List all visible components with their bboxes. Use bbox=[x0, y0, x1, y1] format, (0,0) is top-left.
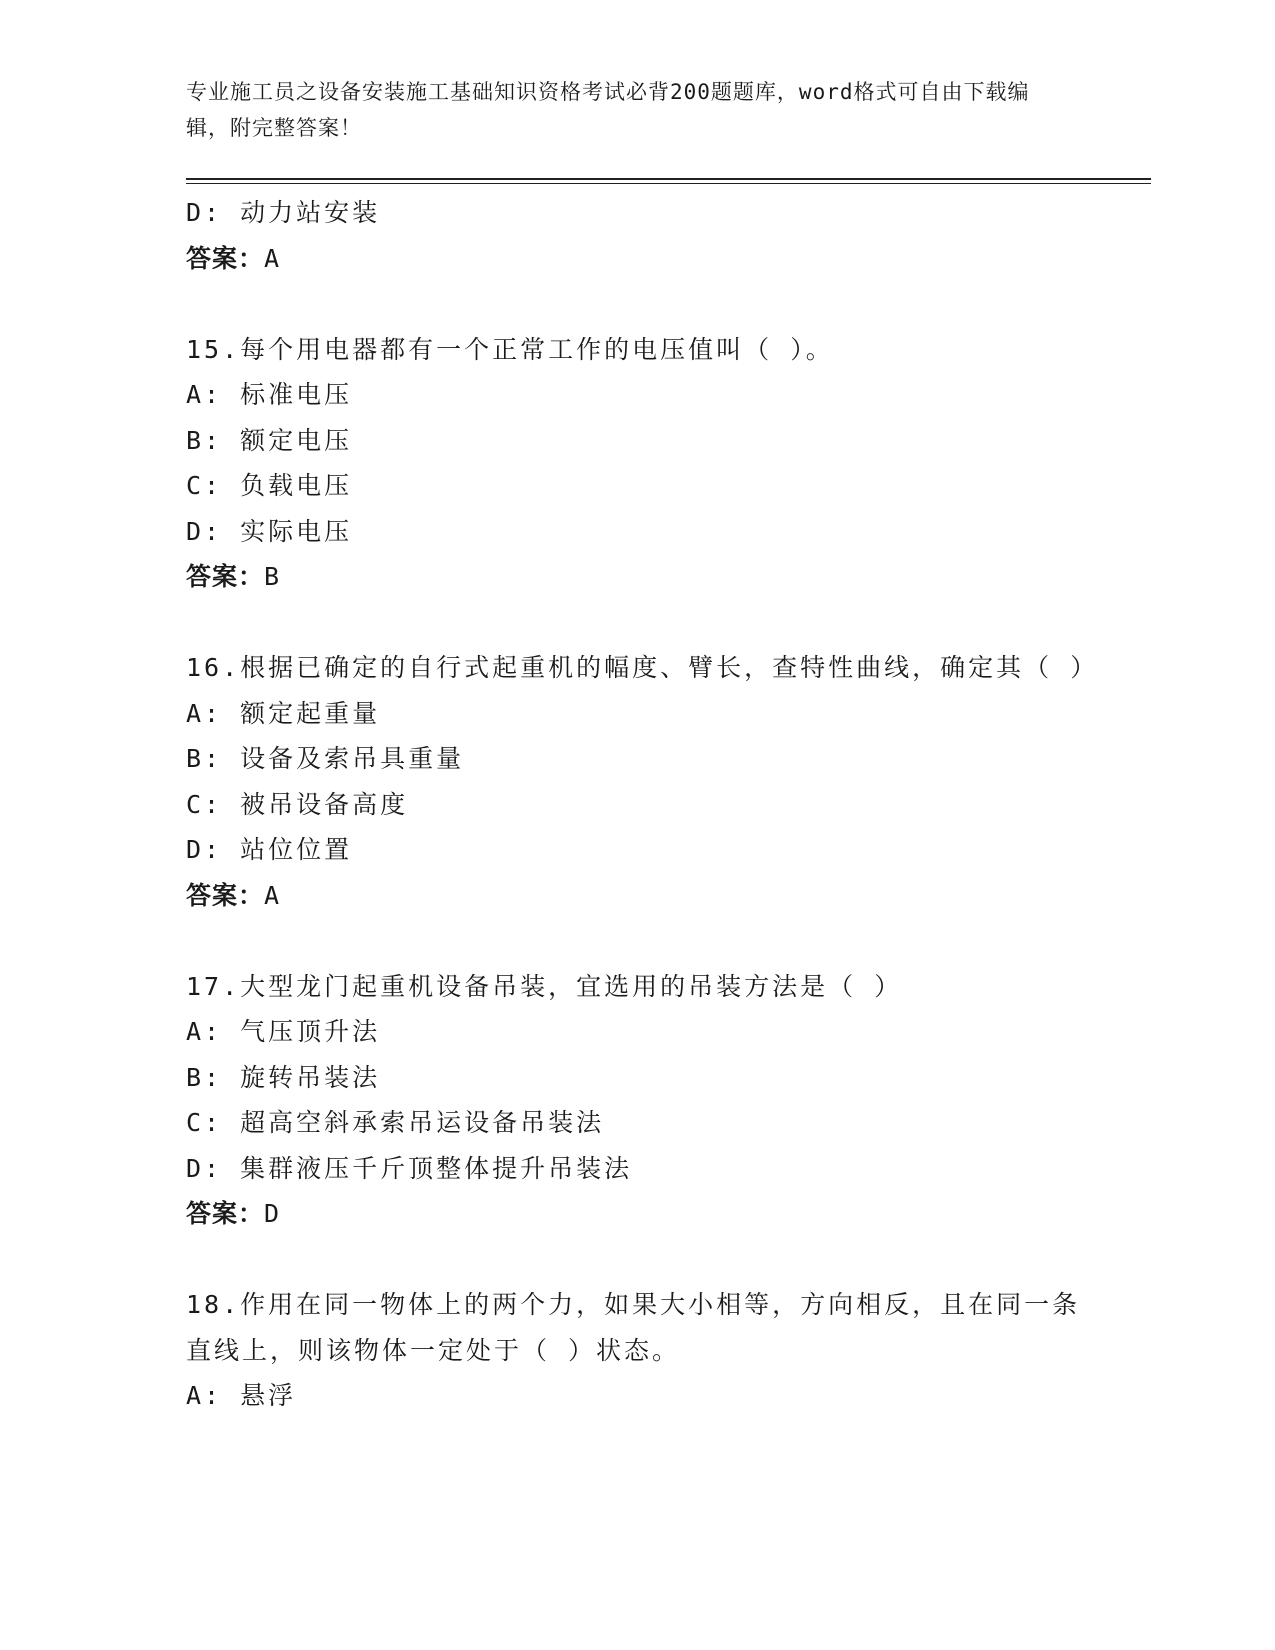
option-c: C: 超高空斜承索吊运设备吊装法 bbox=[186, 1108, 605, 1137]
question-stem: 15.每个用电器都有一个正常工作的电压值叫（ ）。 bbox=[186, 334, 834, 364]
document-header: 专业施工员之设备安装施工基础知识资格考试必背200题题库，word格式可自由下载编辑，附完整答案！ bbox=[186, 80, 1030, 140]
answer-line bbox=[186, 554, 1086, 600]
option-b: B: 设备及索吊具重量 bbox=[186, 744, 465, 773]
document-body bbox=[186, 190, 1099, 1419]
answer-line bbox=[186, 236, 1086, 282]
answer-value: B bbox=[264, 562, 281, 591]
question-stem: 18.作用在同一物体上的两个力，如果大小相等，方向相反，且在同一条直线上，则该物体一定处于（ ）状态。 bbox=[186, 1290, 1081, 1365]
answer-value: A bbox=[264, 880, 281, 910]
option-d: D: 集群液压千斤顶整体提升吊装法 bbox=[186, 1153, 633, 1183]
option-d: D: 站位位置 bbox=[186, 835, 353, 864]
question-stem: 16.根据已确定的自行式起重机的幅度、臂长，查特性曲线，确定其（ ） bbox=[186, 653, 1099, 682]
answer-label: 答案： bbox=[186, 1199, 265, 1228]
answer-value: D bbox=[264, 1199, 281, 1228]
option-d: D: 动力站安装 bbox=[186, 198, 381, 227]
option-a: A: 标准电压 bbox=[186, 380, 353, 409]
option-a: A: 气压顶升法 bbox=[186, 1017, 381, 1046]
option-c: C: 负载电压 bbox=[186, 471, 353, 500]
option-a: A: 额定起重量 bbox=[186, 698, 381, 728]
option-d: D: 实际电压 bbox=[186, 516, 353, 546]
header-divider-thick bbox=[186, 178, 1151, 180]
answer-label: 答案： bbox=[186, 562, 265, 591]
option-c: C: 被吊设备高度 bbox=[186, 789, 409, 819]
answer-line bbox=[186, 1191, 1086, 1237]
option-a: A: 悬浮 bbox=[186, 1381, 297, 1410]
answer-label: 答案： bbox=[186, 243, 265, 273]
header-divider-thin bbox=[186, 183, 1151, 184]
answer-label: 答案： bbox=[186, 880, 265, 910]
question-stem: 17.大型龙门起重机设备吊装，宜选用的吊装方法是（ ） bbox=[186, 971, 903, 1001]
answer-value: A bbox=[264, 243, 281, 273]
option-b: B: 旋转吊装法 bbox=[186, 1062, 381, 1092]
answer-line bbox=[186, 873, 1086, 919]
option-b: B: 额定电压 bbox=[186, 425, 353, 455]
